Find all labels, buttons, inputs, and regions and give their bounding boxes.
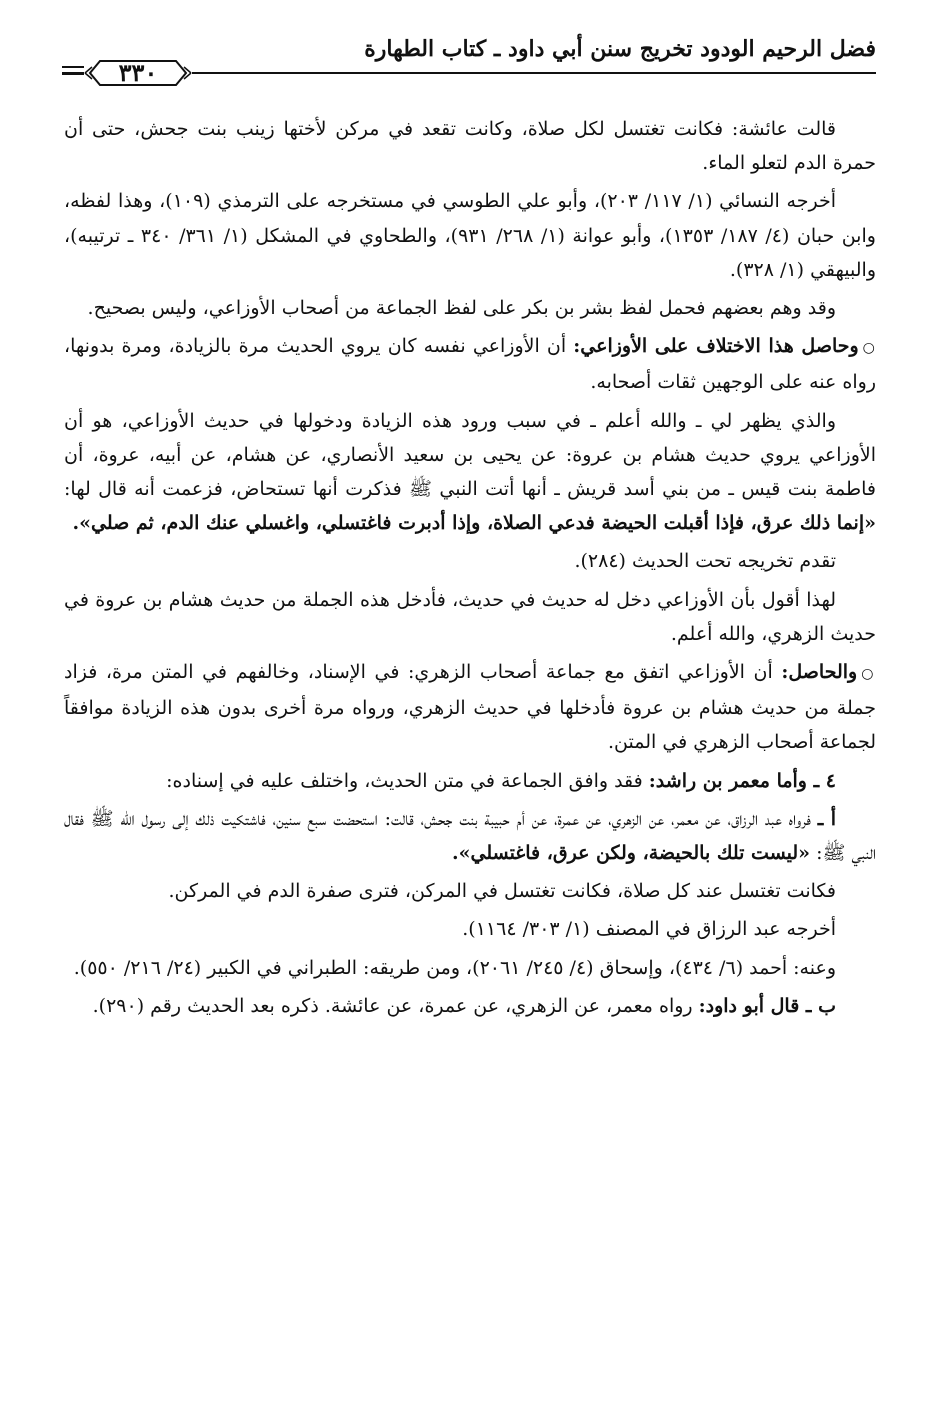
page-number-frame xyxy=(84,56,192,90)
text-run: فرواه عبد الرزاق، عن معمر، عن الزهري، عن عمرة، عن أم حبيبة بنت جحش، قالت: استحضت سبع سنين، فاشتكيت ذلك إلى رسول الله ﷺ فقال النبي ﷺ: xyxy=(64,807,876,865)
bold-text: «إنما ذلك عرق، فإذا أقبلت الحيضة فدعي الصلاة، وإذا أدبرت فاغتسلي، واغسلي عنك الدم، ثم صلي». xyxy=(72,512,876,535)
text-run: قالت عائشة: فكانت تغتسل لكل صلاة، وكانت تقعد في مركن لأختها زينب بنت جحش، حتى أن حمرة الدم لتعلو الماء. xyxy=(64,118,876,175)
bold-text: أ ـ xyxy=(817,807,836,830)
text-run: لهذا أقول بأن الأوزاعي دخل له حديث في حديث، فأدخل هذه الجملة من حديث هشام بن عروة في حديث الزهري، والله أعلم. xyxy=(64,588,876,645)
page-number: ٣٣٠ xyxy=(118,58,158,87)
bold-text: ٤ ـ وأما معمر بن راشد: xyxy=(648,769,836,792)
text-run: أن الأوزاعي نفسه كان يروي الحديث مرة بالزيادة، ومرة بدونها، رواه عنه على الوجهين ثقات أصحابه. xyxy=(64,335,876,394)
section-marker-icon: ○ xyxy=(862,340,876,357)
section-marker-icon: ○ xyxy=(861,666,876,683)
bold-text: وحاصل هذا الاختلاف على الأوزاعي: xyxy=(573,335,859,358)
text-run: أخرجه النسائي (١/ ١١٧/ ٢٠٣)، وأبو علي الطوسي في مستخرجه على الترمذي (١٠٩)، وهذا لفظه، وابن حبان (٤/ ١٨٧/ ١٣٥٣)، وأبو عوانة (١/ ٢٦٨/ ٩٣١)، والطحاوي في المشكل (١/ ٣٦١/ ٣٤٠ ـ ترتيبه)، والبيهقي (١/ ٣٢٨). xyxy=(64,190,876,281)
bold-text: «ليست تلك بالحيضة، ولكن عرق، فاغتسلي». xyxy=(452,842,811,865)
text-run: رواه معمر، عن الزهري، عن عمرة، عن عائشة. ذكره بعد الحديث رقم (٢٩٠). xyxy=(92,994,699,1017)
text-run: فقد وافق الجماعة في متن الحديث، واختلف عليه في إسناده: xyxy=(166,769,649,792)
text-run: وقد وهم بعضهم فحمل لفظ بشر بن بكر على لفظ الجماعة من أصحاب الأوزاعي، وليس بصحيح. xyxy=(87,297,836,320)
paragraph xyxy=(64,951,876,985)
text-run: أخرجه عبد الرزاق في المصنف (١/ ٣٠٣/ ١١٦٤). xyxy=(462,918,836,941)
text-run: والذي يظهر لي ـ والله أعلم ـ في سبب ورود هذه الزيادة ودخولها في حديث الأوزاعي، هو أن الأوزاعي يروي حديث هشام بن عروة: عن يحيى بن سعيد الأنصاري، عن هشام، عن أبيه، عروة، أن فاطمة بنت قيس ـ من بني أسد قريش ـ أنها أتت النبي ﷺ فذكرت أنها تستحاض، فزعمت أنه قال لها: xyxy=(64,409,876,501)
paragraph xyxy=(64,802,876,870)
paragraph xyxy=(64,291,876,325)
bold-text: ب ـ قال أبو داود: xyxy=(698,994,836,1017)
paragraph xyxy=(64,655,876,760)
paragraph xyxy=(64,544,876,578)
header-ornament-lines xyxy=(62,66,84,80)
paragraph xyxy=(64,404,876,541)
text-run: فكانت تغتسل عند كل صلاة، فكانت تغتسل في المركن، فترى صفرة الدم في المركن. xyxy=(168,880,836,903)
paragraph xyxy=(64,583,876,651)
book-title: فضل الرحيم الودود تخريج سنن أبي داود ـ كتاب الطهارة xyxy=(364,36,876,62)
text-run: أن الأوزاعي اتفق مع جماعة أصحاب الزهري: في الإسناد، وخالفهم في المتن مرة، فزاد جملة من حديث هشام بن عروة فأدخلها في حديث الزهري، ورواه مرة أخرى بدون هذه الزيادة موافقاً لجماعة أصحاب الزهري في المتن. xyxy=(64,661,876,754)
text-run: وعنه: أحمد (٦/ ٤٣٤)، وإسحاق (٤/ ٢٤٥/ ٢٠٦١)، ومن طريقه: الطبراني في الكبير (٢٤/ ٢١٦/ ٥٥٠). xyxy=(73,956,836,979)
paragraph xyxy=(64,184,876,287)
paragraph xyxy=(64,764,876,798)
bold-text: والحاصل: xyxy=(781,661,858,684)
running-header xyxy=(62,32,876,96)
paragraph xyxy=(64,874,876,908)
page-body xyxy=(64,112,876,1027)
text-run: تقدم تخريجه تحت الحديث (٢٨٤). xyxy=(574,550,836,573)
paragraph xyxy=(64,912,876,946)
paragraph xyxy=(64,112,876,180)
paragraph xyxy=(64,329,876,399)
paragraph xyxy=(64,989,876,1023)
